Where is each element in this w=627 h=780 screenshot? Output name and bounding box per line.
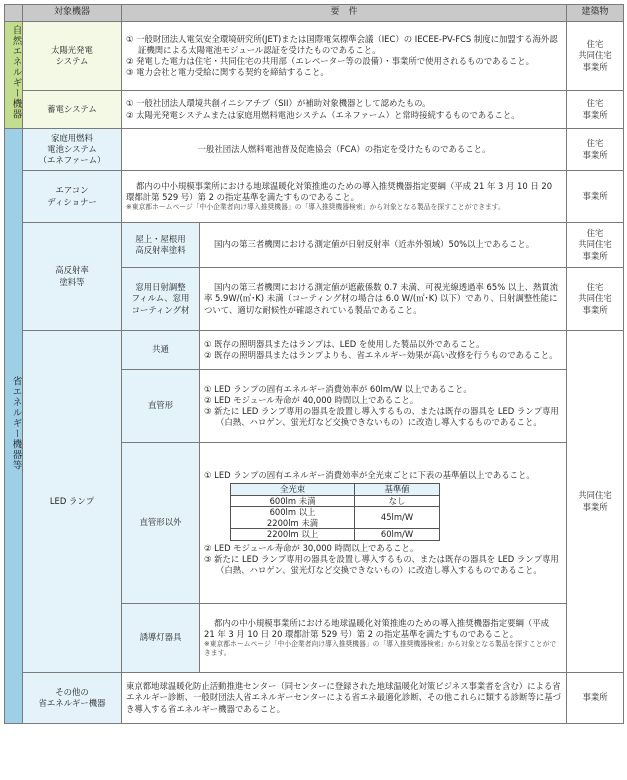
header-building: 建築物: [567, 5, 624, 22]
header-row: [5, 5, 624, 22]
led-efficiency-table: [230, 483, 440, 541]
sub-window-film: 窓用日射調整 フィルム、窓用 コーティング材: [122, 268, 200, 331]
equipment-led: LED ランプ: [23, 331, 122, 673]
battery-item-2: ② 太陽光発電システムまたは家庭用燃料電池システム（エネファーム）と常時接続するものであること。: [126, 109, 520, 120]
solar-item-3: ③ 電力会社と電力受給に関する契約を締結すること。: [126, 67, 329, 78]
header-equipment: 対象機器: [23, 5, 122, 22]
sub-roof-paint: 屋上・屋根用 高反射率塗料: [122, 223, 200, 268]
building-aircon: 事業所: [567, 171, 624, 223]
battery-item-1: ① 一般社団法人環境共創イニシアチブ（SII）が補助対象機器として認めたもの。: [126, 98, 431, 109]
equipment-fuelcell: 家庭用燃料 電池システム （エネファーム）: [23, 129, 122, 171]
equipment-aircon: エアコン ディショナー: [23, 171, 122, 223]
led-table-row: 600lm 以上 2200lm 未満 45lm/W: [231, 507, 440, 529]
building-led: 共同住宅 事業所: [567, 331, 624, 673]
led-table-row: 600lm 未満 なし: [231, 495, 440, 507]
requirements-led-guide: 都内の中小規模事業所における地球温暖化対策推進のための導入推奨機器指定要綱（平成 21 年 3 月 10 日 20 環都計第 529 号）第 2 の指定基準を満たすものであること。 ※東京都ホームページ「中小企業者向け導入推奨機器」の「導入推奨機器検索」から対象となる製品を探すことができます。: [200, 604, 567, 673]
equipment-solar: 太陽光発電 システム: [23, 22, 122, 91]
building-roof-paint: 住宅 共同住宅 事業所: [567, 223, 624, 268]
requirements-solar: [122, 22, 567, 91]
solar-item-2: ② 発電した電力は住宅・共同住宅の共用部（エレベーター等の設備）・事業所で使用されるものであること。: [126, 56, 534, 66]
building-window-film: 住宅 共同住宅 事業所: [567, 268, 624, 331]
row-led-common: [5, 331, 624, 370]
led-table-header-standard: 基準値: [355, 484, 440, 496]
requirements-roof-paint: 国内の第三者機関における測定値が日射反射率（近赤外領域）50%以上であること。: [200, 223, 567, 268]
requirements-led-common: ① 既存の照明器具またはランプは、LED を使用した製品以外であること。 ② 既存の照明器具またはランプよりも、省エネルギー効果が高い改修を行うものであること。: [200, 331, 567, 370]
requirements-other: 東京都地球温暖化防止活動推進センター（同センターに登録された地球温暖化対策ビジネス事業者を含む）による省エネルギー診断、一般財団法人省エネルギーセンターによる省エネ最適化診断、その他これらに類する診断等に基づき導入する省エネルギー機器であること。: [122, 673, 567, 724]
header-requirements: 要 件: [122, 5, 567, 22]
sub-led-other: 直管形以外: [122, 443, 200, 604]
sub-led-common: 共通: [122, 331, 200, 370]
sub-led-straight: 直管形: [122, 370, 200, 443]
row-solar: [5, 22, 624, 91]
row-aircon: [5, 171, 624, 223]
equipment-other: その他の 省エネルギー機器: [23, 673, 122, 724]
row-fuelcell: [5, 129, 624, 171]
sub-led-guide: 誘導灯器具: [122, 604, 200, 673]
aircon-text: 都内の中小規模事業所における地球温暖化対策推進のための導入推奨機器指定要綱（平成 21 年 3 月 10 日 20 環都計第 529 号）第 2 の指定基準を満たすものであること。: [126, 180, 553, 202]
requirements-led-straight: ① LED ランプの固有エネルギー消費効率が 60lm/W 以上であること。 ② LED モジュール寿命が 40,000 時間以上であること。 ③ 新たに LED ランプ専用の器具を設置し導入するもの、または既存の器具を LED ランプ専用（白熱、ハロゲン、蛍光灯など交換できないもの）に改造し導入するものであること。: [200, 370, 567, 443]
group-natural-energy: 自然エネルギー機器: [5, 22, 23, 129]
building-solar: 住宅 共同住宅 事業所: [567, 22, 624, 91]
equipment-reflective: 高反射率 塗料等: [23, 223, 122, 331]
requirements-table: [4, 4, 624, 724]
requirements-window-film: 国内の第三者機関における測定値が遮蔽係数 0.7 未満、可視光線透過率 65% 以上、熱貫流率 5.9W/(㎡･K) 未満（コーティング材の場合は 6.0 W/(㎡･K) 以下）であり、日射調整性能について、適切な耐候性が確認されている製品であること。: [200, 268, 567, 331]
requirements-battery: [122, 91, 567, 129]
group-energy-saving: 省エネルギー機器等: [5, 129, 23, 724]
row-reflective-roof: [5, 223, 624, 268]
solar-item-1: ① 一般財団法人電気安全環境研究所(JET)または国際電気標準会議（IEC）の IECEE-PV-FCS 制度に加盟する海外認証機関による太陽電池モジュール認証を受けたものであること。: [126, 33, 558, 55]
row-other-saving: [5, 673, 624, 724]
aircon-note: ※東京都ホームページ「中小企業者向け導入推奨機器」の「導入推奨機器検索」から対象となる製品を探すことができます。: [126, 203, 505, 211]
led-table-row: 2200lm 以上 60lm/W: [231, 529, 440, 541]
led-table-header-flux: 全光束: [231, 484, 355, 496]
building-other: 事業所: [567, 673, 624, 724]
building-fuelcell: 住宅 事業所: [567, 129, 624, 171]
requirements-aircon: [122, 171, 567, 223]
requirements-led-other: ① LED ランプの固有エネルギー消費効率が全光束ごとに下表の基準値以上であること。 全光束 基準値 600lm 未満 なし 600lm 以上 2200lm 未満 45lm/W 2200lm 以上 60lm/W ② LED モジュール寿命が 30,000 時間以上であること。 ③ 新たに LED ランプ専用の器具を設置し導入するもの、または既存の器具を LED ランプ専用（白熱、ハロゲン、蛍光灯など交換できないもの）に改造し導入するものであること。: [200, 443, 567, 604]
building-battery: 住宅 事業所: [567, 91, 624, 129]
row-battery: [5, 91, 624, 129]
requirements-fuelcell: 一般社団法人燃料電池普及促進協会（FCA）の指定を受けたものであること。: [122, 129, 567, 171]
equipment-battery: 蓄電システム: [23, 91, 122, 129]
header-corner: [5, 5, 23, 22]
